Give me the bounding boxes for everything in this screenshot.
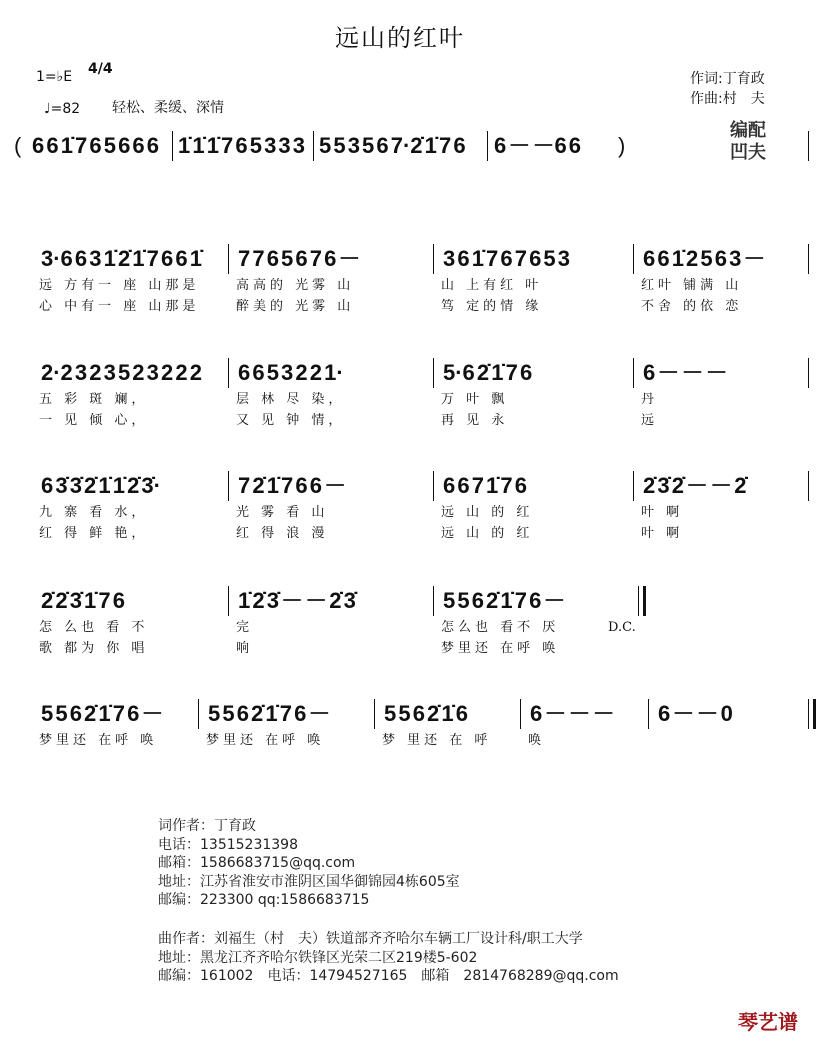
notes: 2̇ 3̇ 2̇ － － 2̇: [643, 473, 747, 498]
barline: [633, 358, 634, 388]
brand-logo: 琴艺谱: [738, 1010, 798, 1034]
notes: 1̇ 2̇ 3̇ － － 2̇ 3̇: [238, 588, 356, 613]
info-line: 邮编：161002 电话：14794527165 邮箱 2814768289@qq.com: [158, 968, 619, 984]
info-line: 地址：黑龙江齐齐哈尔铁锋区光荣二区219楼5-602: [158, 949, 478, 966]
measure: [35, 588, 226, 678]
barline: [633, 471, 634, 501]
notes: 5 5 6 2̇ 1̇ 6: [384, 701, 468, 726]
lyrics-verse-1: 叶 啊: [641, 505, 684, 520]
barline: [228, 244, 229, 274]
notes: 7 7 6 5 6 7 6 －: [238, 246, 361, 271]
double-barline: [808, 699, 816, 729]
score-line: [0, 246, 840, 336]
measure: [35, 246, 226, 336]
notes: 6 6 1̇ 2 5 6 3 －: [643, 246, 766, 271]
tempo-mark: ♩=82: [44, 101, 81, 117]
score-line: [0, 701, 840, 791]
notes: 5 5 6 2̇ 1̇ 7 6 －: [208, 701, 331, 726]
measure: [378, 701, 518, 791]
song-title: 远山的红叶: [335, 24, 465, 52]
info-line: 词作者：丁育政: [158, 818, 256, 834]
notes: 6 6 5 3 2 2 1·: [238, 360, 344, 385]
barline: [487, 131, 488, 161]
measure: [437, 246, 631, 336]
lyrics-verse-1: 远 方有一 座 山那是: [39, 278, 200, 293]
lyrics-verse-1: 山 上有红 叶: [441, 278, 543, 293]
barline: [228, 471, 229, 501]
da-capo-mark: D.C.: [608, 620, 636, 635]
time-signature: 4/4: [88, 61, 113, 77]
double-barline: [638, 586, 646, 616]
notes: 6 3̇ 3̇ 2̇ 1̇ 1̇ 2̇ 3̇·: [41, 473, 161, 498]
info-line: 邮编：223300 qq:1586683715: [158, 892, 370, 908]
lyrics-verse-2: 又 见 钟 情，: [236, 413, 346, 428]
lyrics-verse-2: 梦里还 在呼 唤: [441, 641, 560, 656]
lyrics-verse-2: 远 山 的 红: [441, 526, 534, 541]
paren-open: (: [14, 133, 22, 158]
score-line: [0, 360, 840, 450]
expression-mark: 轻松、柔缓、深情: [112, 100, 224, 116]
notes: 5 5 6 2̇ 1̇ 7 6 －: [443, 588, 566, 613]
barline: [433, 244, 434, 274]
measure: [232, 473, 431, 563]
lyrics-verse-2: 心 中有一 座 山那是: [39, 299, 200, 314]
lyrics-verse-1: 丹: [641, 392, 659, 407]
intro-measure: 5 5 3 5 6 7·2̇ 1̇ 7 6: [319, 133, 466, 158]
arranger-stamp: 编配 凹夫: [730, 120, 766, 163]
measure: [637, 246, 802, 336]
barline: [228, 586, 229, 616]
notes: 2̇ 2̇ 3̇ 1̇ 7 6: [41, 588, 125, 613]
info-line: 电话：13515231398: [158, 836, 298, 853]
measure: [437, 360, 631, 450]
barline: [313, 131, 314, 161]
lyrics-verse-2: 笃 定的情 缘: [441, 299, 543, 314]
lyrics-verse-2: 歌 都为 你 唱: [39, 641, 149, 656]
key-signature: 1=♭E: [36, 69, 73, 85]
lyrics-verse-1: 梦里还 在呼 唤: [206, 733, 325, 748]
lyrics-verse-1: 怎么也 看不 厌: [441, 620, 560, 635]
measure: [232, 588, 431, 678]
intro-measure: 6 6 1̇ 7 6 5 6 6 6: [32, 133, 160, 158]
measure: [637, 360, 802, 450]
lyrics-verse-1: 高高的 光雾 山: [236, 278, 355, 293]
barline: [433, 358, 434, 388]
measure: [637, 473, 802, 563]
barline: [433, 586, 434, 616]
lyrics-verse-1: 光 雾 看 山: [236, 505, 329, 520]
paren-close: ): [618, 133, 626, 158]
score-line: [0, 473, 840, 563]
lyrics-verse-1: 五 彩 斑 斓，: [39, 392, 149, 407]
lyrics-verse-2: 一 见 倾 心，: [39, 413, 149, 428]
barline: [374, 699, 375, 729]
lyricist-credit: 作词:丁育政: [690, 71, 765, 87]
measure: [232, 246, 431, 336]
lyrics-verse-1: 远 山 的 红: [441, 505, 534, 520]
lyricist-info: [158, 817, 460, 910]
lyrics-verse-1: 梦 里还 在 呼: [382, 733, 492, 748]
barline: [228, 358, 229, 388]
lyrics-verse-1: 万 叶 飘: [441, 392, 509, 407]
lyrics-verse-1: 完: [236, 620, 254, 635]
measure: [437, 473, 631, 563]
lyrics-verse-2: 不舍 的依 恋: [641, 299, 743, 314]
lyrics-verse-2: 响: [236, 641, 254, 656]
measure: [437, 588, 632, 678]
barline: [172, 131, 173, 161]
lyrics-verse-1: 层 林 尽 染，: [236, 392, 346, 407]
notes: 3 6 1̇ 7 6 7 6 5 3: [443, 246, 571, 271]
lyrics-verse-1: 九 寨 看 水，: [39, 505, 149, 520]
composer-info: [158, 930, 619, 986]
measure: [652, 701, 802, 791]
lyrics-verse-2: 叶 啊: [641, 526, 684, 541]
intro-measure: 1̇ 1̇ 1̇ 7 6 5 3 3 3: [178, 133, 306, 158]
measure: [202, 701, 372, 791]
notes: 6 － － －: [643, 360, 728, 385]
lyrics-verse-2: 红 得 鲜 艳，: [39, 526, 149, 541]
notes: 2·2 3 2 3 5 2 3 2 2 2: [41, 360, 202, 385]
score-line: [0, 588, 840, 678]
barline: [808, 244, 809, 274]
measure: [35, 360, 226, 450]
notes: 5·6 2̇ 1̇ 7 6: [443, 360, 533, 385]
notes: 5 5 6 2̇ 1̇ 7 6 －: [41, 701, 164, 726]
intro-measure: 6 － －6 6: [494, 133, 582, 158]
measure: [232, 360, 431, 450]
measure: [35, 701, 196, 791]
lyrics-verse-2: 再 见 永: [441, 413, 509, 428]
barline: [633, 244, 634, 274]
notes: 6 － － 0: [658, 701, 733, 726]
notes: 6 6 7 1̇ 7 6: [443, 473, 527, 498]
measure: [524, 701, 646, 791]
info-line: 邮箱：1586683715@qq.com: [158, 855, 356, 871]
notes: 7 2̇ 1̇ 7 6 6 －: [238, 473, 347, 498]
intro-line: [0, 133, 840, 223]
lyrics-verse-1: 梦里还 在呼 唤: [39, 733, 158, 748]
barline: [520, 699, 521, 729]
composer-credit: 作曲:村 夫: [690, 91, 765, 107]
lyrics-verse-2: 红 得 浪 漫: [236, 526, 329, 541]
barline: [198, 699, 199, 729]
lyrics-verse-1: 怎 么也 看 不: [39, 620, 149, 635]
lyrics-verse-1: 红叶 铺满 山: [641, 278, 743, 293]
barline: [808, 358, 809, 388]
lyrics-verse-1: 唤: [528, 733, 546, 748]
barline: [808, 471, 809, 501]
info-line: 曲作者：刘福生（村 夫）铁道部齐齐哈尔车辆工厂设计科/职工大学: [158, 931, 583, 947]
info-line: 地址：江苏省淮安市淮阴区国华御锦园4栋605室: [158, 873, 460, 890]
barline: [648, 699, 649, 729]
lyrics-verse-2: 远: [641, 413, 659, 428]
barline: [808, 131, 809, 161]
measure: [35, 473, 226, 563]
notes: 6 － － －: [530, 701, 615, 726]
barline: [433, 471, 434, 501]
lyrics-verse-2: 醉美的 光雾 山: [236, 299, 355, 314]
notes: 3·6 6 3 1̇ 2̇ 1̇ 7 6 6 1̇: [41, 246, 202, 271]
